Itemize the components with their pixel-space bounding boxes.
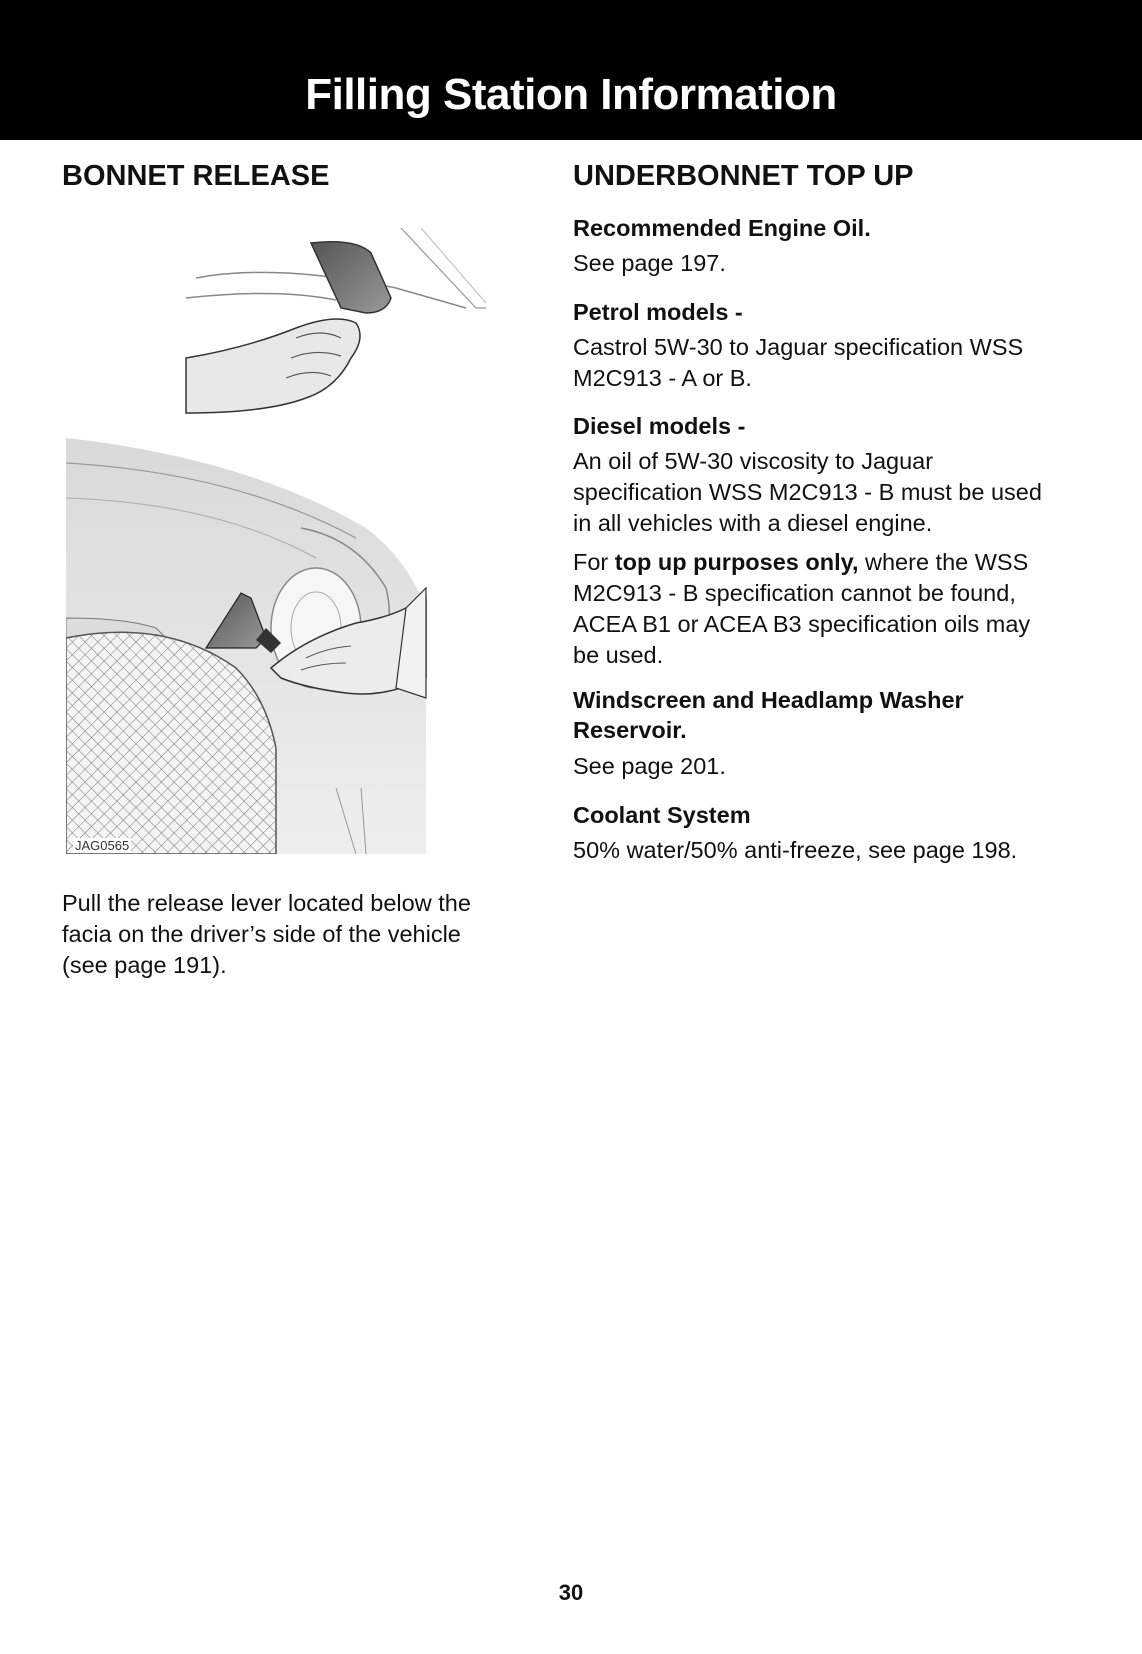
underbonnet-heading: UNDERBONNET TOP UP xyxy=(573,160,914,192)
washer-heading: Windscreen and Headlamp Washer Reservoir. xyxy=(573,687,964,743)
page-title: Filling Station Information xyxy=(305,70,837,119)
washer-text: See page 201. xyxy=(573,753,726,779)
engine-oil-text: See page 197. xyxy=(573,250,726,276)
bonnet-release-text: Pull the release lever located below the facia on the driver’s side of the vehicle (see page 191). xyxy=(62,890,471,978)
diesel-heading: Diesel models - xyxy=(573,413,746,439)
upper-detail-view xyxy=(186,228,486,413)
petrol-heading: Petrol models - xyxy=(573,299,743,325)
figure-code: JAG0565 xyxy=(75,838,130,853)
coolant-text: 50% water/50% anti-freeze, see page 198. xyxy=(573,837,1018,863)
bonnet-release-illustration xyxy=(66,228,512,854)
coolant-heading: Coolant System xyxy=(573,802,751,828)
topup-prefix: For xyxy=(573,549,615,575)
petrol-text: Castrol 5W-30 to Jaguar specification WSS M2C913 - A or B. xyxy=(573,334,1024,391)
diesel-text: An oil of 5W-30 viscosity to Jaguar specification WSS M2C913 - B must be used in all vehicles with a diesel engine. xyxy=(573,448,1042,536)
lower-wing-view xyxy=(66,438,426,854)
topup-bold: top up purposes only, xyxy=(614,549,859,575)
bonnet-release-heading: BONNET RELEASE xyxy=(62,160,330,192)
page-number: 30 xyxy=(558,1580,584,1605)
topup-suffix: where the WSS M2C913 - B specification cannot be found, ACEA B1 or ACEA B3 specification oils may be used. xyxy=(573,549,1031,668)
topup-text xyxy=(573,547,1043,671)
engine-oil-heading: Recommended Engine Oil. xyxy=(573,215,871,241)
